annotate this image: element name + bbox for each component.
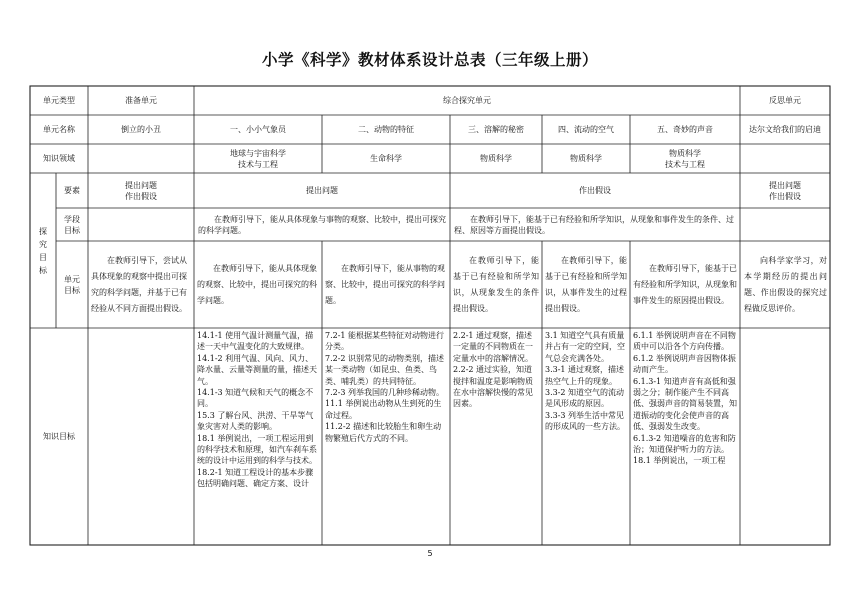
domain-unit-3: 物质科学 [480, 154, 512, 163]
page-number: 5 [427, 549, 433, 558]
header-unit-name: 单元名称 [43, 125, 75, 134]
unit-name-2: 二、动物的特征 [358, 125, 414, 134]
unit-goal-reflect: 向科学家学习，对本学期经历的提出问题、作出假设的探究过程做反思评价。 [744, 255, 827, 313]
stage-goal-right: 在教师引导下，能基于已有经验和所学知识，从现象和事件发生的条件、过程、原因等方面提出假设。 [454, 214, 734, 235]
inquiry-goal-char-2: 究 [39, 239, 47, 249]
knowledge-unit-2: 7.2-1 能根据某些特征对动物进行分类。 7.2-2 识别常见的动物类别，描述某一类动物（如昆虫、鱼类、鸟类、哺乳类）的共同特征。 7.2-3 列举我国的几种珍稀动物。 11.1 举例说出动物从生到死的生命过程。 11.2-2 描述和比较胎生和卵生动物繁殖后代方式的不同。 [325, 331, 445, 443]
unit-name-0: 倒立的小丑 [121, 125, 161, 134]
header-elements: 要素 [64, 186, 80, 195]
unit-name-4: 四、流动的空气 [558, 125, 614, 134]
header-knowledge: 知识目标 [43, 432, 75, 441]
unit-goal-2: 在教师引导下，能从事物的观察、比较中，提出可探究的科学问题。 [325, 263, 445, 305]
page-title: 小学《科学》教材体系设计总表（三年级上册） [261, 51, 598, 69]
unit-name-5: 五、奇妙的声音 [657, 125, 713, 134]
unit-name-3: 三、溶解的秘密 [468, 125, 524, 134]
header-unit-goal: 单元 目标 [64, 274, 80, 295]
knowledge-unit-5: 6.1.1 举例说明声音在不同物质中可以沿各个方向传播。 6.1.2 举例说明声音因物体振动而产生。 6.1.3-1 知道声音有高低和强弱之分；制作能产生不同高低、强弱声音的简易装置，知道振动的变化会使声音的高低、强弱发生改变。 6.1.3-2 知道噪音的危害和防治；知道保护听力的方法。 18.1 举例说出，一项工程 [633, 331, 737, 466]
unit-type-explore: 综合探究单元 [443, 96, 491, 105]
unit-goal-1: 在教师引导下，能从具体现象的观察、比较中，提出可探究的科学问题。 [197, 263, 317, 305]
knowledge-unit-1: 14.1-1 使用气温计测量气温，描述一天中气温变化的大致规律。 14.1-2 利用气温、风向、风力、降水量、云量等测量的量，描述天气。 14.1-3 知道气候和天气的概念不同。 15.3 了解台风、洪涝、干旱等气象灾害对人类的影响。 18.1 举例说出，一项工程运用到的科学技术和原理，如汽车刹车系统的设计中运用到的科学与技术。 18.2-1 知道工程设计的基本步骤包括明确问题、确定方案、设计 [197, 331, 317, 489]
stage-goal-left: 在教师引导下，能从具体现象与事物的观察、比较中，提出可探究的科学问题。 [198, 214, 446, 235]
elements-mid-a: 提出问题 [306, 186, 338, 195]
domain-unit-4: 物质科学 [570, 154, 602, 163]
domain-unit-1: 地球与宇宙科学 技术与工程 [230, 148, 286, 169]
unit-goal-5: 在教师引导下，能基于已有经验和所学知识，从现象和事件发生的原因提出假设。 [633, 263, 737, 305]
inquiry-goal-char-1: 探 [39, 226, 47, 236]
unit-type-reflect: 反思单元 [769, 96, 801, 105]
header-domain: 知识领域 [43, 154, 75, 163]
domain-unit-2: 生命科学 [370, 154, 402, 163]
unit-goal-prep: 在教师引导下，尝试从具体现象的观察中提出可探究的科学问题，并基于已有经验从不同方面提出假设。 [91, 255, 187, 313]
unit-goal-3: 在教师引导下，能基于已有经验和所学知识，从现象发生的条件提出假设。 [453, 255, 539, 313]
inquiry-goal-char-4: 标 [39, 265, 47, 275]
unit-goal-4: 在教师引导下，能基于已有经验和所学知识，从事件发生的过程提出假设。 [545, 255, 627, 313]
domain-unit-5: 物质科学 技术与工程 [665, 148, 705, 169]
elements-mid-b: 作出假设 [579, 186, 611, 195]
knowledge-unit-4: 3.1 知道空气具有质量并占有一定的空间，空气总会充满各处。 3.3-1 通过观察，描述热空气上升的现象。 3.3-2 知道空气的流动是风形成的原因。 3.3-3 列举生活中常见的形成风的一些方法。 [545, 331, 625, 432]
elements-reflect: 提出问题 作出假设 [769, 180, 801, 201]
unit-name-6: 达尔文给我们的启迪 [749, 125, 821, 134]
header-stage-goal: 学段 目标 [64, 214, 80, 235]
header-unit-type: 单元类型 [43, 96, 75, 105]
unit-type-prep: 准备单元 [125, 96, 157, 105]
inquiry-goal-char-3: 目 [39, 252, 47, 262]
inquiry-goal-label [30, 173, 56, 328]
unit-name-1: 一、小小气象员 [230, 125, 286, 134]
knowledge-unit-3: 2.2-1 通过观察，描述一定量的不同物质在一定量水中的溶解情况。 2.2-2 通过实验，知道搅拌和温度是影响物质在水中溶解快慢的常见因素。 [453, 331, 533, 409]
elements-prep: 提出问题 作出假设 [125, 180, 157, 201]
